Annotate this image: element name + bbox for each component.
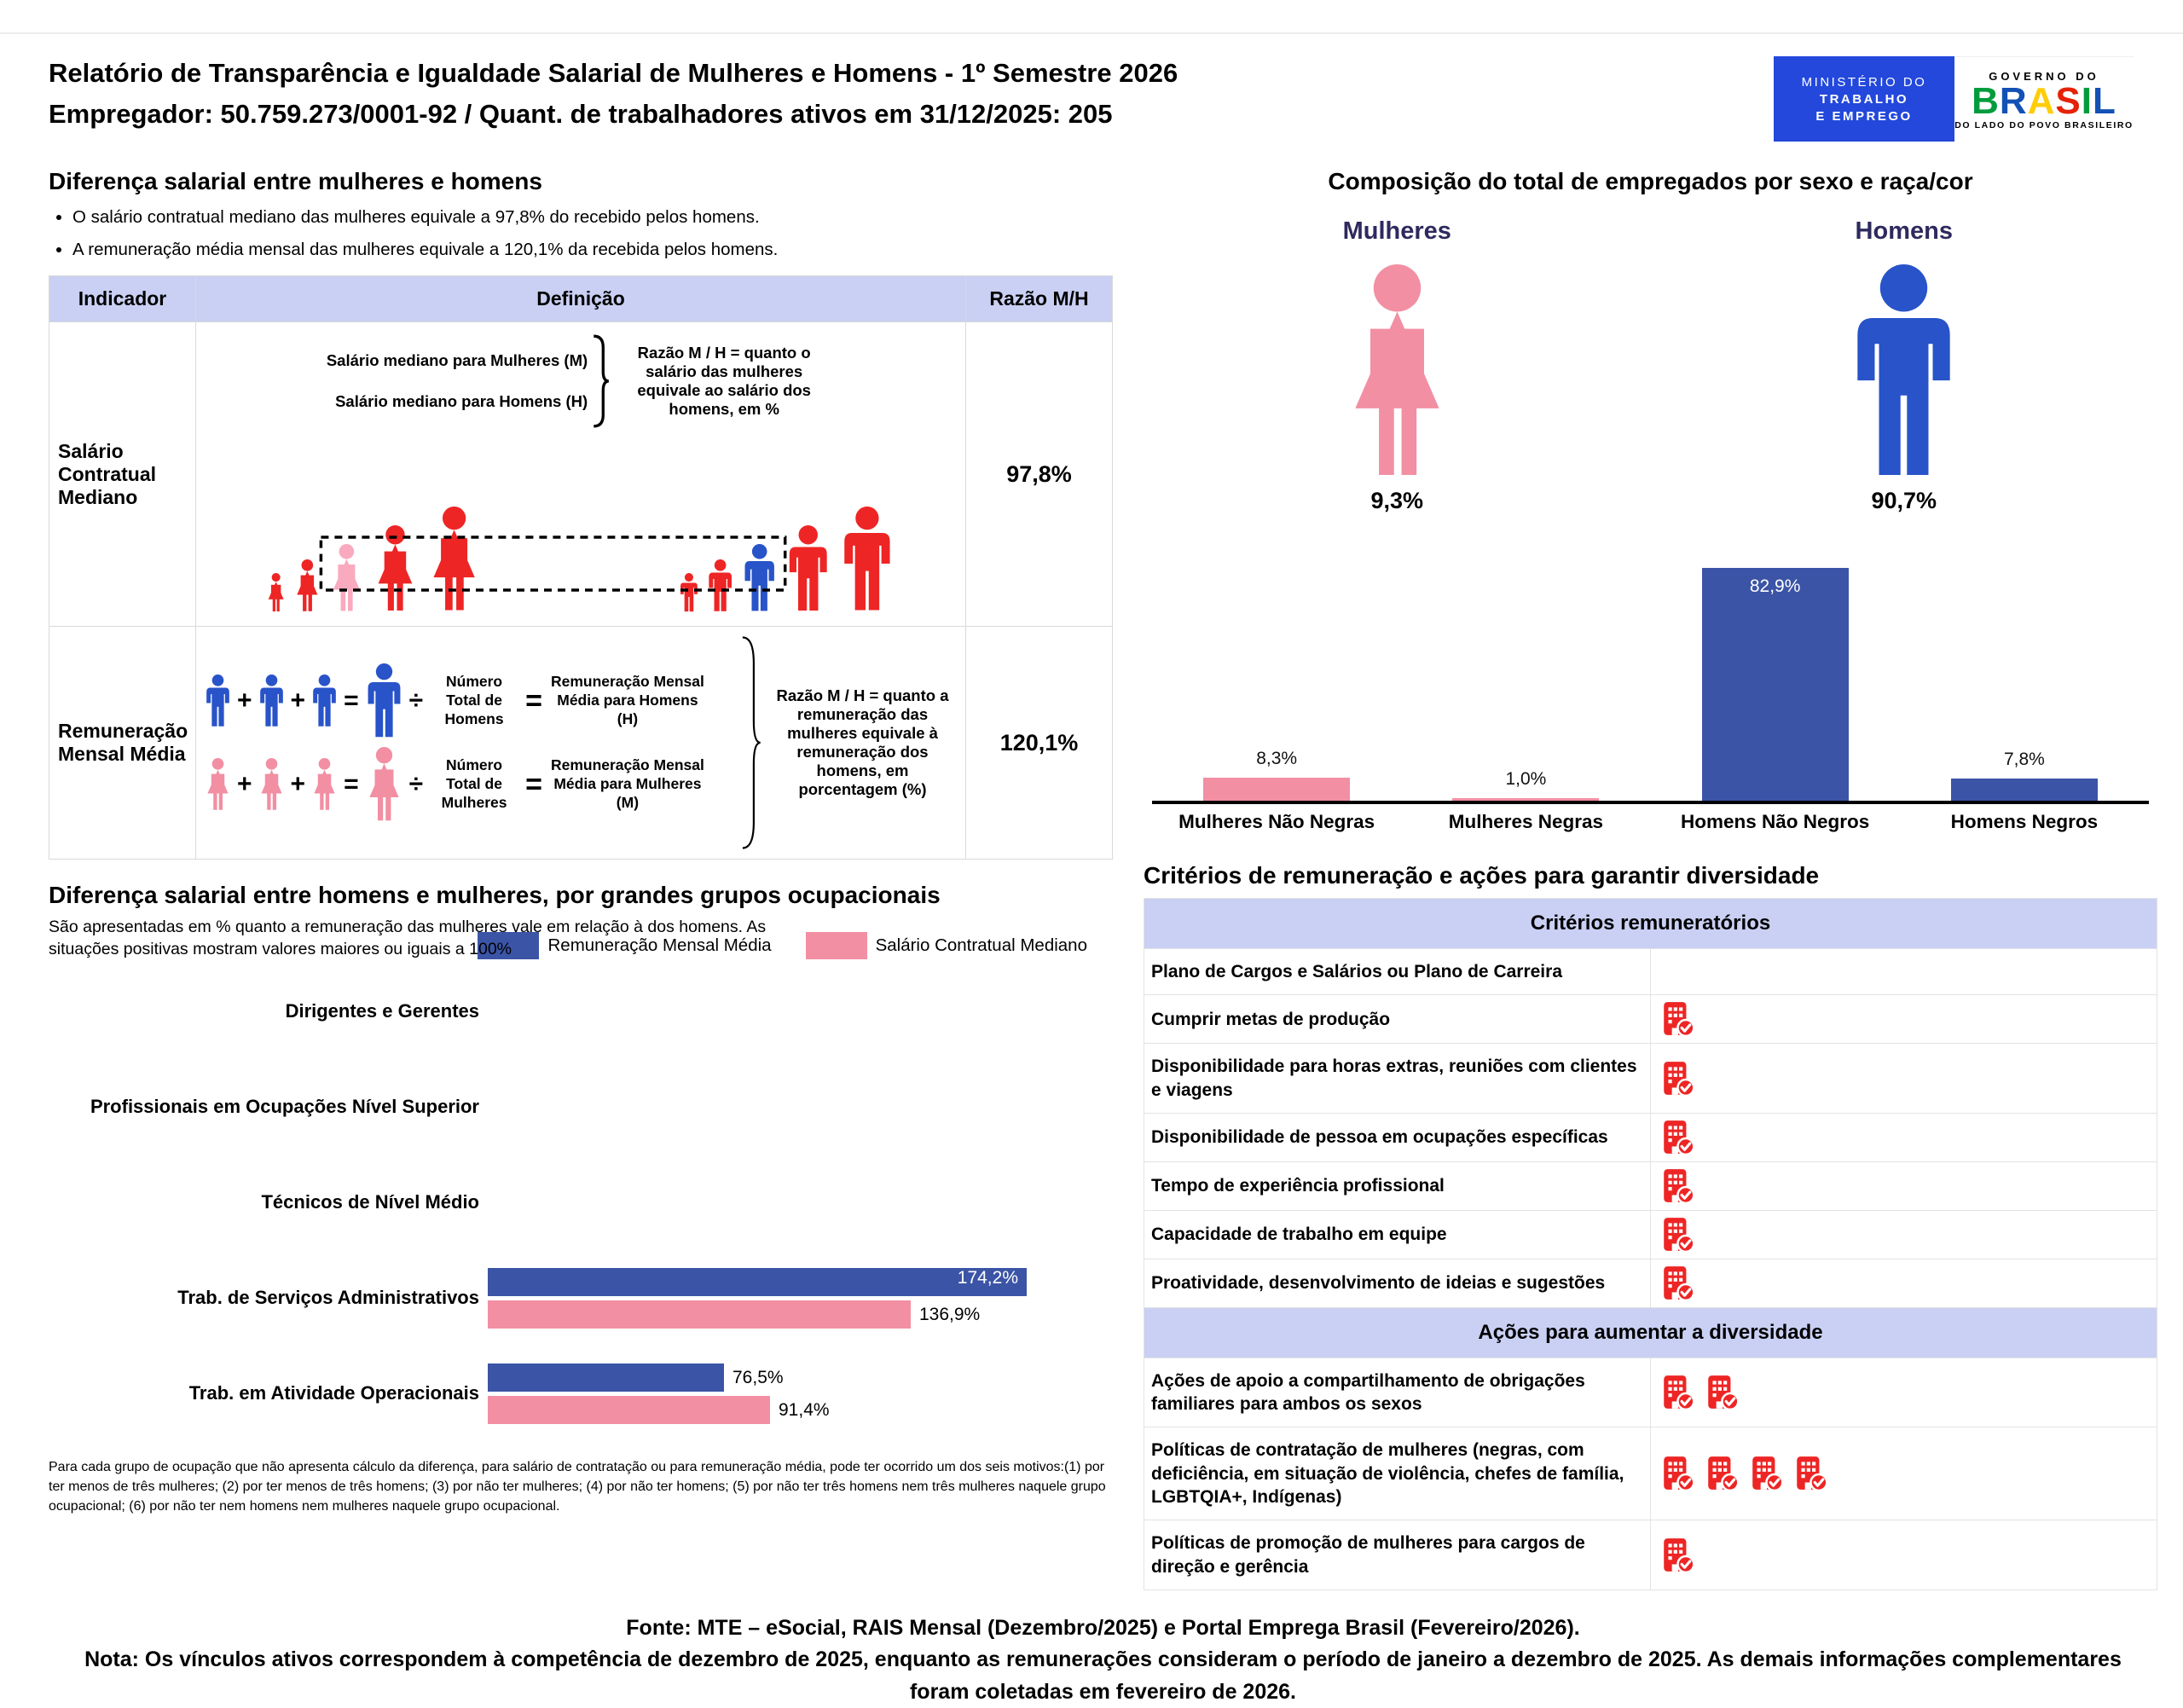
occupational-bar <box>488 1364 1113 1392</box>
median-definition-top <box>203 331 958 431</box>
composition-bar <box>1951 750 2098 801</box>
bar-fill <box>488 1396 770 1424</box>
ratio-value-median: 97,8% <box>966 322 1113 627</box>
section-title-salary-gap: Diferença salarial entre mulheres e homens <box>49 168 542 194</box>
criteria-section-header: Critérios remuneratórios <box>1144 899 2157 949</box>
criteria-label: Capacidade de trabalho em equipe <box>1144 1210 1651 1259</box>
building-check-icon <box>1661 1374 1695 1411</box>
salary-gap-bullets <box>57 207 1113 260</box>
bar-fill <box>488 1268 1027 1296</box>
bar-slot-empty <box>488 1205 1113 1233</box>
row-salario-contratual-mediano <box>49 322 1113 627</box>
brace-icon <box>739 635 761 850</box>
col-header-razao: Razão M/H <box>966 276 1113 322</box>
criteria-icons-cell <box>1651 1210 2157 1259</box>
criteria-section-header: Ações para aumentar a diversidade <box>1144 1307 2157 1358</box>
building-check-icon <box>1661 1119 1695 1156</box>
divide-operator: ÷ <box>408 686 424 715</box>
equals-operator: = <box>344 770 359 798</box>
building-check-icon <box>1705 1455 1740 1492</box>
occupational-category-label: Profissionais em Ocupações Nível Superior <box>90 1096 479 1118</box>
criteria-label: Cumprir metas de produção <box>1144 995 1651 1044</box>
group-label: Mulheres <box>1342 217 1451 245</box>
criteria-icons-cell <box>1651 1161 2157 1210</box>
criteria-row <box>1144 1210 2157 1259</box>
mte-logo-line1: MINISTÉRIO DO <box>1801 74 1927 90</box>
woman-icon <box>257 758 287 811</box>
legend-item-salario <box>806 932 1087 959</box>
criteria-icons-cell <box>1651 1520 2157 1590</box>
bar-fill <box>1203 778 1350 801</box>
criteria-row <box>1144 1520 2157 1590</box>
building-check-icon <box>1661 1265 1695 1302</box>
criteria-row <box>1144 1259 2157 1307</box>
equals-operator: = <box>525 685 542 717</box>
composition-bar <box>1702 568 1849 801</box>
criteria-row <box>1144 1161 2157 1210</box>
plus-operator: + <box>237 770 252 798</box>
occupational-category-label: Dirigentes e Gerentes <box>285 1000 479 1022</box>
composition-group-man <box>1844 217 1964 514</box>
criteria-row <box>1144 995 2157 1044</box>
building-check-icon <box>1661 1000 1695 1038</box>
mean-equation-rows <box>203 663 734 822</box>
bar-slot-empty <box>488 1014 1113 1042</box>
mte-logo <box>1774 56 1954 142</box>
definition-cell-mean <box>196 627 966 860</box>
bar-value-label: 1,0% <box>1505 769 1547 789</box>
criteria-row <box>1144 1044 2157 1114</box>
left-column <box>49 168 1113 1590</box>
criteria-icons-cell <box>1651 995 2157 1044</box>
man-icon <box>1844 264 1964 479</box>
mte-logo-line3: E EMPREGO <box>1815 108 1913 124</box>
bar-fill <box>1452 798 1599 801</box>
governo-do-brasil-logo <box>1954 56 2134 142</box>
indicator-name: Salário Contratual Mediano <box>49 322 196 627</box>
report-title: Relatório de Transparência e Igualdade Salarial de Mulheres e Homens - 1º Semestre 2026 <box>49 58 1178 88</box>
legend-swatch-pink <box>806 932 867 959</box>
criteria-row <box>1144 1427 2157 1520</box>
col-header-indicador: Indicador <box>49 276 196 322</box>
criteria-icons-cell <box>1651 1044 2157 1114</box>
equation-row-men <box>203 663 734 738</box>
occupational-bar <box>488 1300 1113 1329</box>
logo-group <box>1774 56 2134 142</box>
salary-gap-bullet: • A remuneração média mensal das mulheres equivale a 120,1% da recebida pelos homens. <box>72 240 1113 260</box>
definition-cell-median <box>196 322 966 627</box>
group-percentage: 9,3% <box>1370 488 1424 513</box>
equals-operator: = <box>525 768 542 801</box>
equals-operator: = <box>344 686 359 715</box>
criteria-label: Políticas de promoção de mulheres para cargos de direção e gerência <box>1144 1520 1651 1590</box>
criteria-label: Disponibilidade de pessoa em ocupações específicas <box>1144 1113 1651 1161</box>
composition-figures <box>1144 217 2157 514</box>
bar-slot-empty <box>488 1172 1113 1201</box>
occupational-row <box>49 964 1113 1060</box>
report-title-block <box>49 53 1178 135</box>
criteria-label: Tempo de experiência profissional <box>1144 1161 1651 1210</box>
median-def-line-women: Salário mediano para Mulheres (M) <box>326 351 588 369</box>
section-title-criteria: Critérios de remuneração e ações para garantir diversidade <box>1144 862 1820 889</box>
bar-fill <box>488 1364 724 1392</box>
group-percentage: 90,7% <box>1871 488 1937 513</box>
median-ratio-note: Razão M / H = quanto o salário das mulheres equivale ao salário dos homens, em % <box>637 344 811 418</box>
occupational-row <box>49 1060 1113 1155</box>
composition-category-label: Homens Não Negros <box>1680 811 1870 832</box>
building-check-icon <box>1661 1060 1695 1097</box>
gov-logo-letter: A <box>2027 79 2056 122</box>
occupational-subtitle: São apresentadas em % quanto a remuneração das mulheres vale em relação à dos homens. As situações positivas mostram valores maiores ou iguais a 100% <box>49 918 767 959</box>
bar-value-label: 76,5% <box>732 1367 784 1387</box>
gov-logo-letter: L <box>2093 79 2116 122</box>
gov-logo-top-text: GOVERNO DO <box>1989 69 2099 83</box>
gov-logo-brasil-wordmark <box>1972 79 2116 122</box>
salary-gap-bullet: • O salário contratual mediano das mulheres equivale a 97,8% do recebido pelos homens. <box>72 207 1113 228</box>
footer-nota: Nota: Os vínculos ativos correspondem à competência de dezembro de 2025, enquanto as remunerações consideram o período de janeiro a dezembro de 2025. As demais informações complementares foram coletadas em fevereiro de 2026. <box>84 1647 2122 1704</box>
woman-icon <box>1337 264 1457 479</box>
equation-remuneration-label: Remuneração Mensal Média para Mulheres (M) <box>550 756 704 811</box>
occupational-category-label: Trab. em Atividade Operacionais <box>188 1382 479 1404</box>
occupational-row <box>49 1346 1113 1442</box>
gov-logo-letter: S <box>2055 79 2082 122</box>
building-check-icon <box>1661 1216 1695 1253</box>
bar-value-label: 136,9% <box>919 1304 981 1324</box>
indicator-table-header-row <box>49 276 1113 322</box>
criteria-row <box>1144 1113 2157 1161</box>
building-check-icon <box>1705 1374 1740 1411</box>
composition-category-label: Mulheres Negras <box>1448 811 1604 832</box>
group-label: Homens <box>1855 217 1953 245</box>
legend-label: Remuneração Mensal Média <box>547 935 772 955</box>
plus-operator: + <box>237 686 252 715</box>
mean-equations <box>203 635 958 850</box>
occupational-bar <box>488 1396 1113 1424</box>
man-icon <box>363 663 405 738</box>
composition-bar <box>1203 749 1350 801</box>
mean-ratio-note: Razão M / H = quanto a remuneração das mulheres equivale à remuneração dos homens, em porcentagem (%) <box>776 686 949 798</box>
composition-category-labels <box>1152 811 2149 833</box>
building-check-icon <box>1750 1455 1784 1492</box>
building-check-icon <box>1661 1537 1695 1574</box>
man-icon <box>203 675 233 727</box>
criteria-icons-cell <box>1651 1259 2157 1307</box>
occupational-row <box>49 1155 1113 1251</box>
brace-icon <box>591 331 610 431</box>
report-subtitle-employer: Empregador: 50.759.273/0001-92 / Quant. de trabalhadores ativos em 31/12/2025: 205 <box>49 99 1113 130</box>
section-title-occupational: Diferença salarial entre homens e mulheres, por grandes grupos ocupacionais <box>49 882 941 908</box>
equation-number-label: Número Total de Homens <box>444 673 504 727</box>
composition-category-label: Mulheres Não Negras <box>1178 811 1375 832</box>
col-header-definicao: Definição <box>196 276 966 322</box>
bar-slot-empty <box>488 981 1113 1010</box>
criteria-label: Políticas de contratação de mulheres (negras, com deficiência, em situação de violência, chefes de família, LGBTQIA+, Indígenas) <box>1144 1427 1651 1520</box>
composition-category-label: Homens Negros <box>1950 811 2099 832</box>
woman-icon <box>363 747 405 822</box>
legend-label: Salário Contratual Mediano <box>875 935 1087 955</box>
bar-fill <box>1702 568 1849 801</box>
report-page <box>0 34 2183 1708</box>
composition-bar-chart <box>1152 545 2149 804</box>
criteria-row <box>1144 949 2157 995</box>
building-check-icon <box>1661 1455 1695 1492</box>
woman-icon <box>310 758 339 811</box>
median-def-line-men: Salário mediano para Homens (H) <box>335 392 588 410</box>
occupational-bar-chart <box>49 964 1113 1442</box>
row-remuneracao-mensal-media <box>49 627 1113 860</box>
criteria-icons-cell <box>1651 1427 2157 1520</box>
equation-remuneration-label: Remuneração Mensal Média para Homens (H) <box>550 673 704 727</box>
equation-row-women <box>203 747 734 822</box>
bar-value-label: 7,8% <box>2003 750 2045 769</box>
bar-slot-empty <box>488 1077 1113 1105</box>
occupational-footnote: Para cada grupo de ocupação que não apresenta cálculo da diferença, para salário de contratação ou para remuneração média, pode ter ocorrido um dos seis motivos:(1) por ter menos de três mulheres; (2) por ter menos de três homens; (3) por não ter mulheres; (4) por não ter homens; (5) por não ter três homens nem três mulheres naquele grupo ocupacional; (6) por não ter nem homens nem mulheres naquele grupo ocupacional. <box>49 1459 1106 1514</box>
bar-fill <box>488 1300 911 1329</box>
indicator-table <box>49 275 1113 860</box>
equation-number-label: Número Total de Mulheres <box>441 756 507 811</box>
criteria-section-header-row <box>1144 899 2157 949</box>
criteria-section-header-row <box>1144 1307 2157 1358</box>
median-figures-diagram <box>203 437 958 617</box>
man-icon <box>310 675 339 727</box>
composition-bar <box>1452 769 1599 801</box>
criteria-icons-cell <box>1651 949 2157 995</box>
main-content <box>49 168 2157 1590</box>
indicator-name: Remuneração Mensal Média <box>49 627 196 860</box>
section-title-composition: Composição do total de empregados por sexo e raça/cor <box>1328 168 1973 194</box>
bar-value-label: 8,3% <box>1256 749 1298 768</box>
woman-icon <box>203 758 233 811</box>
ratio-value-mean: 120,1% <box>966 627 1113 860</box>
right-column <box>1144 168 2157 1590</box>
bar-value-label: 82,9% <box>1749 576 1801 596</box>
bar-value-label: 174,2% <box>957 1268 1018 1288</box>
occupational-row <box>49 1251 1113 1346</box>
gov-logo-letter: R <box>1999 79 2028 122</box>
median-definition-lines <box>327 351 588 411</box>
criteria-icons-cell <box>1651 1113 2157 1161</box>
bar-slot-empty <box>488 1109 1113 1138</box>
gov-logo-bottom-text: DO LADO DO POVO BRASILEIRO <box>1954 119 2134 130</box>
plus-operator: + <box>290 686 306 715</box>
criteria-row <box>1144 1358 2157 1427</box>
occupational-category-label: Técnicos de Nível Médio <box>261 1191 479 1213</box>
bar-value-label: 91,4% <box>779 1399 830 1420</box>
gov-logo-letter: I <box>2081 79 2093 122</box>
criteria-table <box>1144 898 2157 1590</box>
gov-logo-letter: B <box>1972 79 2000 122</box>
divide-operator: ÷ <box>408 770 424 798</box>
report-header <box>49 53 2157 142</box>
criteria-label: Ações de apoio a compartilhamento de obrigações familiares para ambos os sexos <box>1144 1358 1651 1427</box>
occupational-bar <box>488 1268 1113 1296</box>
bar-fill <box>1951 779 2098 801</box>
building-check-icon <box>1661 1167 1695 1205</box>
building-check-icon <box>1794 1455 1828 1492</box>
man-icon <box>257 675 287 727</box>
criteria-label: Plano de Cargos e Salários ou Plano de Carreira <box>1144 949 1651 995</box>
footer-fonte: Fonte: MTE – eSocial, RAIS Mensal (Dezembro/2025) e Portal Emprega Brasil (Fevereiro/2026). <box>626 1615 1580 1640</box>
criteria-label: Proatividade, desenvolvimento de ideias e sugestões <box>1144 1259 1651 1307</box>
criteria-icons-cell <box>1651 1358 2157 1427</box>
plus-operator: + <box>290 770 306 798</box>
composition-group-woman <box>1337 217 1457 514</box>
mte-logo-line2: TRABALHO <box>1819 91 1909 107</box>
criteria-label: Disponibilidade para horas extras, reuniões com clientes e viagens <box>1144 1044 1651 1114</box>
report-footer <box>49 1612 2157 1708</box>
occupational-category-label: Trab. de Serviços Administrativos <box>177 1287 479 1309</box>
